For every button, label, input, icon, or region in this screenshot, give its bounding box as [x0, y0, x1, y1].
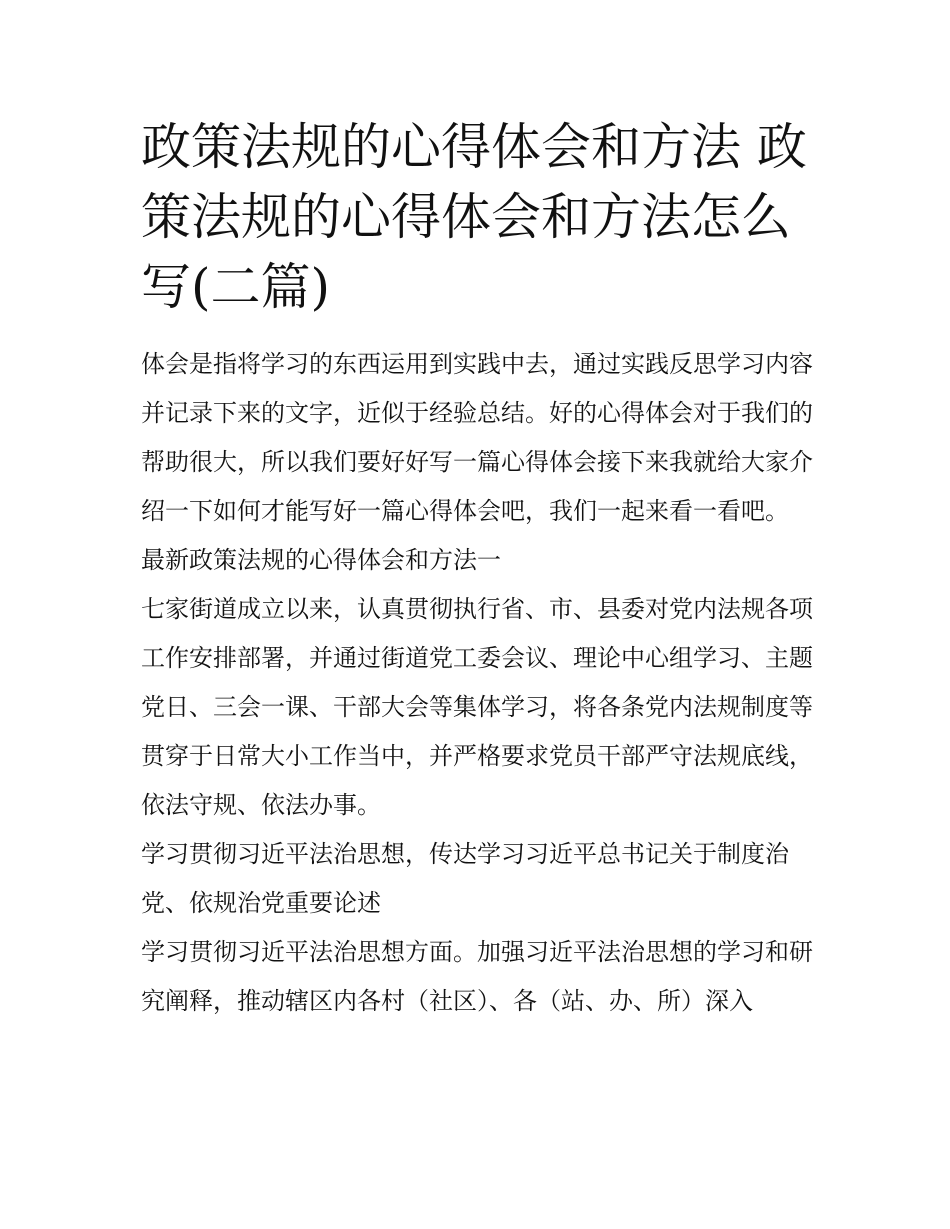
document-title: 政策法规的心得体会和方法 政策法规的心得体会和方法怎么写(二篇): [141, 118, 807, 316]
paragraph-study-heading: 学习贯彻习近平法治思想，传达学习习近平总书记关于制度治党、依规治党重要论述: [141, 840, 789, 917]
paragraph-study-details: 学习贯彻习近平法治思想方面。加强习近平法治思想的学习和研究阐释，推动辖区内各村（社区）、各（站、办、所）深入: [141, 938, 813, 1015]
document-body: [141, 112, 813, 1026]
paragraph-street-overview: 七家街道成立以来，认真贯彻执行省、市、县委对党内法规各项工作安排部署，并通过街道党工委会议、理论中心组学习、主题党日、三会一课、干部大会等集体学习，将各条党内法规制度等贯穿于日常大小工作当中，并严格要求党员干部严守法规底线，依法守规、依法办事。: [141, 595, 813, 819]
section-heading-one: 最新政策法规的心得体会和方法一: [141, 546, 501, 574]
paragraph-intro: 体会是指将学习的东西运用到实践中去，通过实践反思学习内容并记录下来的文字，近似于经验总结。好的心得体会对于我们的帮助很大，所以我们要好好写一篇心得体会接下来我就给大家介绍一下如何才能写好一篇心得体会吧，我们一起来看一看吧。: [141, 350, 813, 525]
